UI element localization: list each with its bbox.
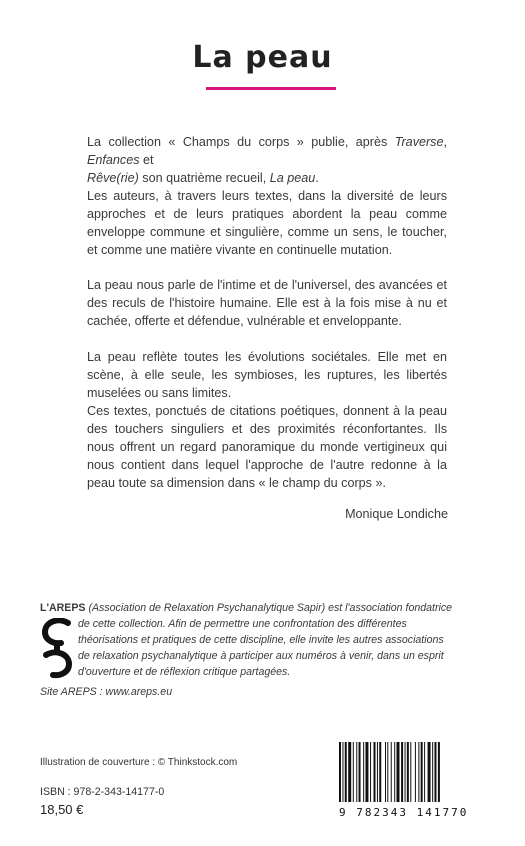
paragraph-1	[87, 133, 447, 187]
p1-sep2: et	[139, 153, 154, 167]
areps-line-1-text: (Association de Relaxation Psychanalytique Sapir) est l'association fondatrice	[85, 602, 453, 614]
p1-intro: La collection « Champs du corps » publie, après	[87, 135, 395, 149]
areps-line-5: d'ouverture et de réflexion critique partagées.	[78, 666, 291, 678]
p1-mid: son quatrième recueil,	[138, 171, 270, 185]
paragraph-5: Ces textes, ponctués de citations poétiques, donnent à la peau des touchers singuliers et des proximités réconfortantes. Ils nous offrent un regard panoramique du monde vertigineux qui nous contient dans lequel l'approche de l'autre redonne à la peau toute sa dimension dans « le champ du corps ».	[87, 404, 447, 490]
p1-sep1: ,	[443, 135, 447, 149]
p1-work-traverse: Traverse	[394, 135, 444, 149]
book-title: La peau	[192, 40, 333, 75]
price: 18,50 €	[40, 802, 84, 817]
areps-name: L'AREPS	[40, 602, 86, 614]
isbn: ISBN : 978-2-343-14177-0	[40, 786, 165, 798]
areps-line-2: de cette collection. Afin de permettre une confrontation des différentes	[78, 618, 407, 630]
paragraph-3: La peau nous parle de l'intime et de l'universel, des avancées et des reculs de l'histoire humaine. Elle est à la fois mise à nu et cachée, offerte et défendue, vulnérable et enveloppante.	[87, 278, 447, 328]
title-underline	[206, 87, 336, 90]
paragraph-4: La peau reflète toutes les évolutions sociétales. Elle met en scène, à elle seule, les symbioses, les ruptures, les libertés muselées ou sans limites.	[87, 350, 447, 400]
paragraph-2: Les auteurs, à travers leurs textes, dans la diversité de leurs approches et de leurs pratiques abordent la peau comme enveloppe commune et singulière, comme un sens, le toucher, et comme une matière vivante en continuelle mutation.	[87, 189, 447, 257]
barcode-digits: 9 782343 141770	[339, 806, 469, 819]
author-signature: Monique Londiche	[345, 507, 448, 521]
barcode-icon	[339, 742, 479, 802]
p1-work-enfances: Enfances	[87, 153, 140, 167]
areps-notice	[40, 600, 502, 680]
areps-line-3: théorisations et pratiques de cette discipline, elle invite les autres associations	[78, 634, 444, 646]
areps-logo-icon	[41, 618, 73, 680]
p1-work-la-peau: La peau	[269, 171, 316, 185]
areps-line-1	[40, 600, 502, 616]
areps-line-4: de relaxation psychanalytique à participer aux numéros à venir, dans un esprit	[78, 650, 444, 662]
areps-website: Site AREPS : www.areps.eu	[40, 686, 173, 698]
p1-work-reverie: Rêve(rie)	[87, 171, 139, 185]
cover-credit: Illustration de couverture : © Thinkstock.com	[40, 757, 238, 768]
p1-end: .	[315, 171, 319, 185]
